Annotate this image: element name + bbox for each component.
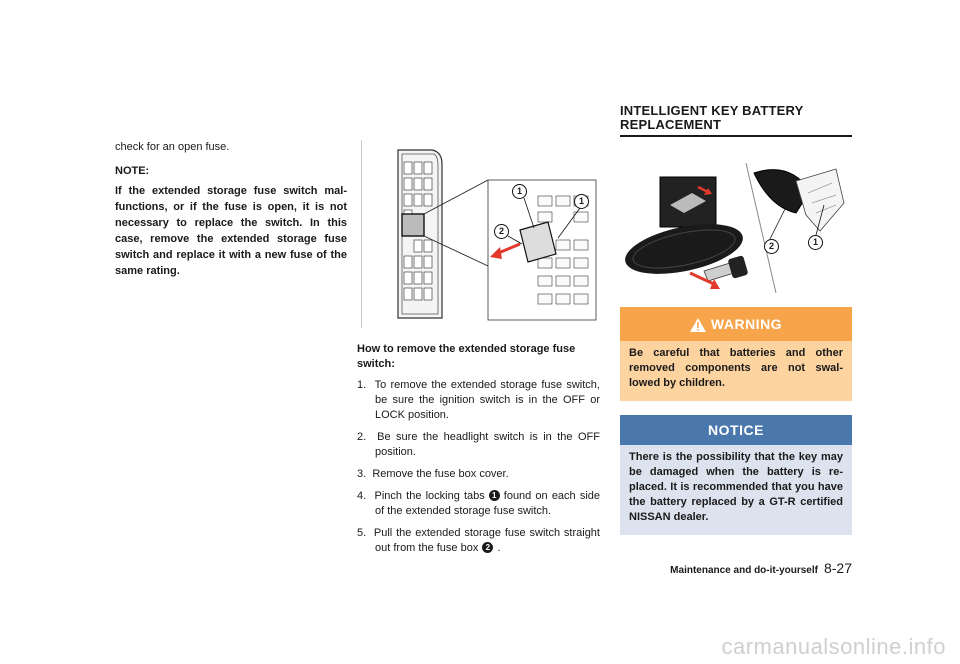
right-column (620, 104, 852, 535)
notice-text: There is the possibility that the key may be damaged when the battery is re-placed. It is recommended that you have the battery replaced by a GT-R certified NISSAN dealer. (629, 451, 843, 523)
intelligent-key-illustration (620, 143, 852, 293)
page-footer (620, 560, 852, 578)
section-title: INTELLIGENT KEY BATTERY REPLACEMENT (620, 104, 852, 137)
step-5: 5. Pull the extended storage fuse switch straight out from the fuse box 2 . (357, 527, 600, 554)
callout-1b: 1 (574, 194, 589, 209)
fuse-box-drawing (362, 140, 598, 328)
page-number: 8-27 (823, 560, 852, 576)
fuse-box-illustration (361, 140, 598, 328)
notice-header: NOTICE (620, 415, 852, 445)
key-callout-2: 2 (764, 239, 779, 254)
middle-column (357, 140, 600, 563)
warning-box (620, 307, 852, 401)
warning-header (620, 307, 852, 341)
watermark-text: carmanualsonline.info (721, 634, 946, 659)
step-2: 2. Be sure the headlight switch is in the OFF position. (357, 431, 600, 458)
key-callout-1: 1 (808, 235, 823, 250)
key-drawing (620, 143, 852, 293)
warning-title: WARNING (710, 316, 783, 332)
callout-marker-1: 1 (489, 490, 500, 501)
warning-triangle-icon (690, 310, 706, 344)
step-4: 4. Pinch the locking tabs 1 found on each side of the extended storage fuse switch. (357, 490, 600, 517)
watermark (0, 634, 960, 660)
callout-2: 2 (494, 224, 509, 239)
notice-box (620, 415, 852, 535)
warning-text: Be careful that batteries and other removed components are not swal-lowed by children. (629, 347, 843, 389)
note-text: If the extended storage fuse switch mal-functions, or if the fuse is open, it is not necessary to replace the switch. In this case, remove the extended storage fuse switch and replace it with a new fuse of the same rating. (115, 185, 347, 277)
note-title: NOTE: (115, 165, 150, 177)
intro-text: check for an open fuse. (115, 141, 230, 153)
left-column (115, 140, 347, 279)
callout-marker-2: 2 (482, 542, 493, 553)
footer-section: Maintenance and do-it-yourself (670, 565, 818, 576)
procedure-heading: How to remove the extended storage fuse switch: (357, 343, 576, 370)
step-3: 3. Remove the fuse box cover. (357, 468, 509, 480)
callout-1a: 1 (512, 184, 527, 199)
step-1: 1. To remove the extended storage fuse switch, be sure the ignition switch is in the OFF or LOCK position. (357, 379, 600, 421)
procedure-steps (357, 378, 600, 556)
